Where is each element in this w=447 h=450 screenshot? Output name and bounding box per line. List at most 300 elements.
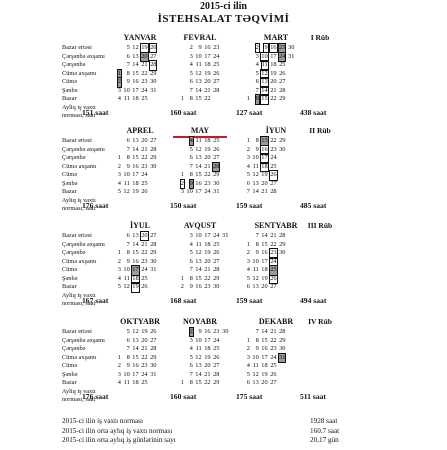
- day-number: 4: [246, 266, 250, 274]
- day-number: 29: [213, 274, 220, 282]
- day-number: 25: [141, 274, 148, 282]
- day-cell: [211, 189, 220, 195]
- day-cell: [241, 250, 250, 256]
- day-cell: [268, 155, 277, 161]
- day-number: 23: [141, 362, 148, 370]
- day-number: 8: [255, 336, 259, 344]
- day-cell: [139, 172, 148, 178]
- day-cell: [121, 355, 130, 361]
- day-cell: [130, 164, 139, 170]
- day-cell: [211, 88, 220, 94]
- day-cell: [202, 267, 211, 273]
- day-number: 12: [195, 69, 202, 77]
- day-cell: [259, 96, 268, 102]
- day-number: 11: [195, 345, 202, 353]
- day-cell: [112, 71, 121, 77]
- day-number: 25: [270, 362, 277, 370]
- day-cell: [277, 54, 286, 60]
- day-cell: [202, 79, 211, 85]
- day-cell: [211, 363, 220, 369]
- day-number: 21: [204, 266, 211, 274]
- day-cell: [268, 380, 277, 386]
- day-number: 27: [213, 362, 220, 370]
- day-cell: [193, 138, 202, 144]
- day-number: 5: [246, 171, 250, 179]
- day-cell: [121, 250, 130, 256]
- day-number: 15: [261, 137, 268, 144]
- day-cell: [130, 372, 139, 378]
- day-cell: [259, 259, 268, 265]
- day-number: 26: [150, 328, 157, 335]
- day-number: 14: [195, 86, 202, 94]
- day-number: 23: [270, 345, 277, 353]
- day-cell: [250, 189, 259, 195]
- day-cell: [121, 329, 130, 335]
- day-cell: [250, 155, 259, 161]
- day-cell: [250, 45, 259, 51]
- day-cell: [268, 172, 277, 178]
- day-cell: [193, 276, 202, 282]
- day-cell: [202, 276, 211, 282]
- day-number: 6: [189, 78, 193, 86]
- day-number: 17: [132, 171, 139, 179]
- month-hours: 176 saat: [82, 200, 109, 210]
- month-hours: 168 saat: [170, 295, 197, 305]
- day-number: 1: [180, 379, 184, 387]
- day-cell: [193, 62, 202, 68]
- day-cell: [202, 259, 211, 265]
- summary-value: 160.7 saat: [310, 426, 340, 435]
- day-cell: [250, 172, 259, 178]
- summary-label: 2015-ci ilin orta aylıq iş vaxtı norması: [62, 426, 173, 435]
- month-hours: 159 saat: [236, 200, 263, 210]
- day-cell: [184, 172, 193, 178]
- day-cell: [211, 138, 220, 144]
- day-cell: [202, 233, 211, 239]
- day-cell: [184, 372, 193, 378]
- day-cell: [193, 189, 202, 195]
- day-cell: [184, 363, 193, 369]
- day-cell: [112, 164, 121, 170]
- day-cell: [259, 138, 268, 144]
- day-number: 8: [126, 353, 130, 361]
- day-cell: [277, 45, 286, 51]
- day-cell: [259, 164, 268, 170]
- day-cell: [112, 363, 121, 369]
- day-number: 9: [126, 162, 130, 170]
- day-number: 20: [141, 232, 148, 239]
- day-number: 29: [279, 240, 286, 248]
- day-number: 21: [141, 240, 148, 248]
- day-number: 2: [180, 179, 184, 187]
- day-cell: [121, 155, 130, 161]
- day-number: 10: [123, 86, 130, 94]
- day-cell: [277, 242, 286, 248]
- day-cell: [139, 363, 148, 369]
- day-number: 17: [132, 370, 139, 378]
- day-cell: [130, 380, 139, 386]
- day-number: 23: [270, 249, 277, 257]
- day-number: 25: [270, 162, 277, 170]
- day-number: 18: [132, 95, 139, 103]
- day-number: 2: [246, 249, 250, 257]
- day-number: 30: [279, 345, 286, 353]
- day-number: 11: [195, 61, 202, 69]
- day-number: 11: [123, 379, 130, 387]
- day-number: 17: [195, 188, 202, 196]
- day-number: 25: [213, 345, 220, 353]
- day-number: 27: [213, 154, 220, 162]
- day-number: 23: [141, 78, 148, 86]
- day-cell: [130, 329, 139, 335]
- day-number: 30: [222, 328, 229, 335]
- day-cell: [241, 380, 250, 386]
- day-number: 28: [213, 162, 220, 170]
- day-number: 4: [246, 162, 250, 170]
- hours-norm-label: Ayliq iş vaxtı: [62, 196, 96, 204]
- day-number: 4: [189, 137, 193, 144]
- day-cell: [259, 71, 268, 77]
- day-cell: [202, 346, 211, 352]
- day-number: 27: [270, 379, 277, 387]
- day-cell: [277, 71, 286, 77]
- day-number: 17: [132, 86, 139, 94]
- day-number: 28: [150, 61, 157, 69]
- day-number: 16: [204, 44, 211, 51]
- day-cell: [202, 88, 211, 94]
- day-cell: [211, 329, 220, 335]
- day-cell: [259, 181, 268, 187]
- day-cell: [148, 138, 157, 144]
- weekday-label: Çərşənbə: [62, 154, 86, 162]
- day-number: 26: [213, 145, 220, 153]
- day-number: 1: [180, 274, 184, 282]
- day-cell: [202, 155, 211, 161]
- day-cell: [184, 189, 193, 195]
- day-number: 28: [270, 188, 277, 196]
- day-cell: [121, 372, 130, 378]
- quarter-label: III Rüb: [307, 221, 333, 230]
- day-cell: [175, 380, 184, 386]
- day-cell: [250, 276, 259, 282]
- day-cell: [148, 155, 157, 161]
- day-number: 6: [126, 137, 130, 144]
- month-name: FEVRAL: [183, 33, 217, 42]
- hours-norm-label: norması, saat: [62, 204, 96, 212]
- day-cell: [112, 181, 121, 187]
- day-cell: [211, 372, 220, 378]
- day-number: 9: [198, 44, 202, 51]
- day-number: 18: [270, 61, 277, 69]
- day-number: 20: [261, 179, 268, 187]
- day-number: 23: [279, 44, 286, 51]
- day-cell: [202, 172, 211, 178]
- day-cell: [211, 54, 220, 60]
- month-hours: 150 saat: [170, 200, 197, 210]
- day-cell: [121, 164, 130, 170]
- day-number: 13: [132, 336, 139, 344]
- month-hours: 127 saat: [236, 107, 263, 117]
- day-number: 16: [261, 249, 268, 257]
- day-cell: [130, 276, 139, 282]
- day-number: 14: [261, 232, 268, 239]
- day-cell: [277, 329, 286, 335]
- day-cell: [268, 250, 277, 256]
- day-cell: [193, 355, 202, 361]
- day-cell: [121, 259, 130, 265]
- day-number: 16: [195, 283, 202, 291]
- day-cell: [139, 88, 148, 94]
- month-name: SENTYABR: [254, 221, 298, 230]
- day-cell: [250, 181, 259, 187]
- day-cell: [193, 45, 202, 51]
- day-cell: [139, 79, 148, 85]
- day-number: 18: [261, 162, 268, 170]
- month-name: APREL: [126, 126, 154, 135]
- day-cell: [268, 96, 277, 102]
- day-number: 3: [117, 86, 121, 94]
- day-number: 16: [270, 44, 277, 51]
- day-cell: [259, 363, 268, 369]
- day-cell: [121, 267, 130, 273]
- day-cell: [268, 71, 277, 77]
- day-number: 15: [195, 274, 202, 282]
- day-cell: [184, 71, 193, 77]
- day-number: 18: [132, 179, 139, 187]
- day-number: 18: [132, 274, 139, 282]
- day-cell: [121, 138, 130, 144]
- day-cell: [130, 346, 139, 352]
- day-number: 17: [204, 52, 211, 60]
- day-cell: [184, 96, 193, 102]
- day-number: 8: [126, 69, 130, 77]
- day-cell: [202, 242, 211, 248]
- day-number: 5: [126, 44, 130, 51]
- month-name: İYUL: [129, 221, 150, 230]
- day-cell: [211, 62, 220, 68]
- day-cell: [202, 189, 211, 195]
- day-number: 12: [195, 249, 202, 257]
- day-cell: [250, 259, 259, 265]
- day-cell: [130, 250, 139, 256]
- day-number: 22: [141, 154, 148, 162]
- day-number: 6: [126, 232, 130, 239]
- day-number: 6: [126, 336, 130, 344]
- day-cell: [130, 242, 139, 248]
- day-number: 27: [279, 78, 286, 86]
- day-cell: [130, 267, 139, 273]
- day-cell: [121, 181, 130, 187]
- day-cell: [193, 79, 202, 85]
- day-number: 29: [150, 154, 157, 162]
- weekday-label: Bazar ertəsi: [62, 328, 92, 335]
- day-number: 28: [213, 86, 220, 94]
- weekday-label: Bazar ertəsi: [62, 137, 92, 144]
- day-cell: [148, 62, 157, 68]
- day-cell: [268, 259, 277, 265]
- day-number: 13: [195, 362, 202, 370]
- day-number: 31: [150, 266, 157, 274]
- day-number: 17: [270, 52, 277, 60]
- day-number: 28: [150, 145, 157, 153]
- day-cell: [148, 338, 157, 344]
- day-cell: [259, 189, 268, 195]
- day-cell: [250, 250, 259, 256]
- weekday-label: Çərşənbə: [62, 345, 86, 353]
- weekday-label: Cümə axşamı: [62, 162, 97, 170]
- day-number: 2: [117, 362, 121, 370]
- day-number: 3: [255, 52, 259, 60]
- day-cell: [130, 189, 139, 195]
- day-number: 24: [141, 266, 148, 274]
- day-number: 9: [126, 362, 130, 370]
- day-number: 29: [213, 379, 220, 387]
- day-number: 6: [126, 52, 130, 60]
- day-cell: [121, 346, 130, 352]
- day-number: 2: [117, 162, 121, 170]
- day-cell: [277, 250, 286, 256]
- day-number: 26: [213, 353, 220, 361]
- day-cell: [241, 147, 250, 153]
- day-number: 22: [204, 95, 211, 103]
- day-number: 1: [180, 171, 184, 179]
- day-cell: [211, 250, 220, 256]
- day-number: 10: [123, 266, 130, 274]
- weekday-label: Bazar: [62, 95, 77, 103]
- day-cell: [259, 380, 268, 386]
- day-number: 10: [252, 353, 259, 361]
- weekday-label: Cümə: [62, 78, 78, 86]
- month-hours: 176 saat: [82, 391, 109, 401]
- day-cell: [193, 372, 202, 378]
- day-cell: [148, 355, 157, 361]
- day-cell: [193, 71, 202, 77]
- weekday-label: Çərşənbə axşamı: [62, 52, 105, 60]
- day-number: 22: [141, 353, 148, 361]
- day-number: 4: [189, 61, 193, 69]
- day-number: 7: [126, 145, 130, 153]
- day-cell: [202, 62, 211, 68]
- month-name: MAY: [190, 126, 210, 135]
- day-number: 28: [279, 86, 286, 94]
- day-number: 25: [141, 179, 148, 187]
- day-number: 12: [132, 328, 139, 335]
- day-cell: [202, 181, 211, 187]
- day-cell: [277, 79, 286, 85]
- day-number: 23: [204, 283, 211, 291]
- day-number: 2: [246, 345, 250, 353]
- day-number: 27: [270, 179, 277, 187]
- hours-norm-label: Ayliq iş vaxtı: [62, 103, 96, 111]
- day-cell: [193, 284, 202, 290]
- day-number: 3: [180, 188, 184, 196]
- day-cell: [130, 181, 139, 187]
- day-cell: [112, 267, 121, 273]
- day-number: 22: [204, 379, 211, 387]
- day-cell: [175, 181, 184, 187]
- day-number: 15: [132, 249, 139, 257]
- day-number: 12: [123, 188, 130, 196]
- day-number: 9: [198, 328, 202, 335]
- day-number: 5: [189, 249, 193, 257]
- day-number: 19: [204, 69, 211, 77]
- day-cell: [139, 242, 148, 248]
- day-number: 1: [117, 353, 121, 361]
- day-cell: [268, 267, 277, 273]
- day-cell: [202, 363, 211, 369]
- day-number: 6: [189, 257, 193, 265]
- day-number: 24: [270, 154, 277, 162]
- day-number: 17: [204, 232, 211, 239]
- day-cell: [130, 88, 139, 94]
- day-cell: [112, 380, 121, 386]
- day-number: 5: [246, 274, 250, 282]
- weekday-label: Bazar ertəsi: [62, 44, 92, 51]
- day-cell: [268, 88, 277, 94]
- day-cell: [139, 181, 148, 187]
- day-cell: [121, 172, 130, 178]
- day-number: 18: [261, 266, 268, 274]
- summary-value: 1928 saat: [310, 417, 338, 425]
- day-number: 27: [213, 257, 220, 265]
- day-number: 25: [213, 240, 220, 248]
- day-cell: [268, 181, 277, 187]
- day-cell: [130, 259, 139, 265]
- day-cell: [268, 138, 277, 144]
- day-number: 13: [252, 283, 259, 291]
- day-number: 7: [126, 61, 130, 69]
- day-cell: [121, 88, 130, 94]
- day-number: 2: [189, 44, 193, 51]
- day-cell: [259, 233, 268, 239]
- day-cell: [241, 284, 250, 290]
- day-number: 29: [279, 336, 286, 344]
- day-cell: [184, 267, 193, 273]
- day-number: 2: [180, 283, 184, 291]
- day-cell: [139, 147, 148, 153]
- day-number: 8: [255, 240, 259, 248]
- day-cell: [259, 346, 268, 352]
- day-cell: [148, 79, 157, 85]
- day-cell: [148, 346, 157, 352]
- day-number: 5: [189, 69, 193, 77]
- day-number: 26: [270, 274, 277, 282]
- day-cell: [259, 372, 268, 378]
- day-number: 28: [150, 240, 157, 248]
- day-cell: [130, 45, 139, 51]
- day-number: 24: [213, 336, 220, 344]
- day-number: 7: [189, 162, 193, 170]
- day-cell: [193, 233, 202, 239]
- day-cell: [202, 250, 211, 256]
- day-number: 20: [141, 52, 148, 60]
- day-cell: [130, 172, 139, 178]
- day-number: 7: [189, 86, 193, 94]
- day-cell: [193, 147, 202, 153]
- day-cell: [286, 54, 295, 60]
- day-cell: [250, 329, 259, 335]
- day-number: 3: [117, 266, 121, 274]
- day-number: 16: [261, 145, 268, 153]
- day-cell: [193, 155, 202, 161]
- weekday-label: Bazar: [62, 379, 77, 387]
- day-cell: [250, 346, 259, 352]
- day-number: 22: [270, 95, 277, 103]
- day-cell: [250, 355, 259, 361]
- day-number: 19: [261, 274, 268, 282]
- day-number: 5: [117, 283, 121, 291]
- day-number: 16: [261, 345, 268, 353]
